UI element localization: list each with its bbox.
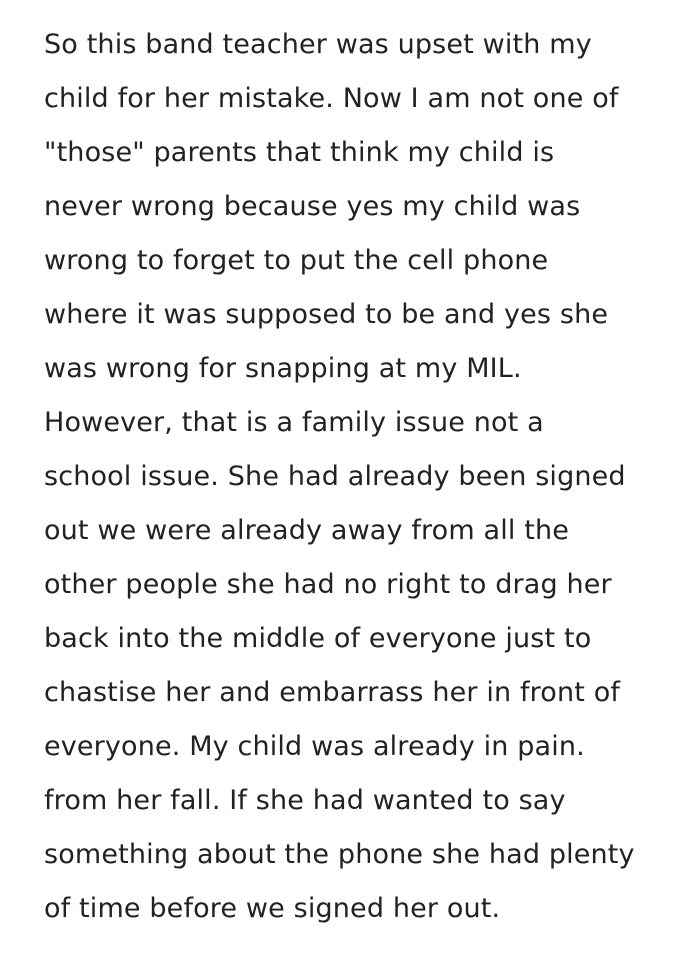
text-line: "those" parents that think my child is bbox=[44, 137, 555, 168]
text-line: from her fall. If she had wanted to say bbox=[44, 785, 566, 816]
text-line: So this band teacher was upset with my bbox=[44, 29, 592, 60]
text-line: chastise her and embarrass her in front of bbox=[44, 677, 621, 708]
text-line: was wrong for snapping at my MIL. bbox=[44, 353, 522, 384]
text-line: never wrong because yes my child was bbox=[44, 191, 581, 222]
text-line: wrong to forget to put the cell phone bbox=[44, 245, 549, 276]
text-line: child for her mistake. Now I am not one of bbox=[44, 83, 619, 114]
text-line: of time before we signed her out. bbox=[44, 893, 501, 924]
text-line: everyone. My child was already in pain. bbox=[44, 731, 585, 762]
text-line: out we were already away from all the bbox=[44, 515, 570, 546]
text-line: something about the phone she had plenty bbox=[44, 839, 635, 870]
text-line: other people she had no right to drag her bbox=[44, 569, 612, 600]
text-line: back into the middle of everyone just to bbox=[44, 623, 592, 654]
post-text-block bbox=[44, 18, 684, 936]
text-line: school issue. She had already been signed bbox=[44, 461, 626, 492]
text-line: However, that is a family issue not a bbox=[44, 407, 544, 438]
text-line: where it was supposed to be and yes she bbox=[44, 299, 609, 330]
